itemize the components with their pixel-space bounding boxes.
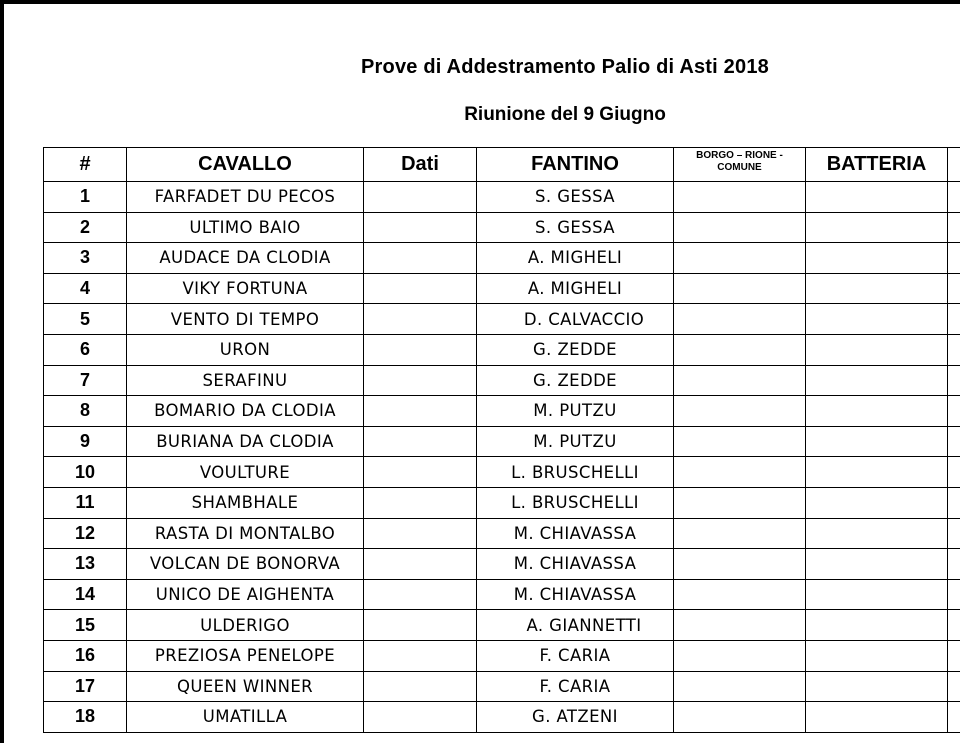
header-extra [948,148,960,182]
table-row [44,487,960,518]
borgo-cell [674,243,806,274]
borgo-cell [674,212,806,243]
horse-name: VOULTURE [127,457,364,488]
dati-cell [364,640,477,671]
header-fantino: FANTINO [477,148,674,182]
extra-cell [948,549,960,580]
jockey-name: L. BRUSCHELLI [477,457,674,488]
dati-cell [364,426,477,457]
header-borgo-rione-comune [674,148,806,182]
table-row [44,243,960,274]
table-row [44,396,960,427]
row-number: 15 [44,610,127,641]
batteria-cell [806,518,948,549]
dati-cell [364,182,477,213]
table-row [44,671,960,702]
borgo-cell [674,182,806,213]
horse-name: QUEEN WINNER [127,671,364,702]
header-borgo-line1: BORGO – RIONE - [696,150,783,161]
horse-name: FARFADET DU PECOS [127,182,364,213]
batteria-cell [806,426,948,457]
jockey-name: S. GESSA [477,212,674,243]
dati-cell [364,549,477,580]
borgo-cell [674,549,806,580]
jockey-name: D. CALVACCIO [477,304,674,335]
batteria-cell [806,243,948,274]
row-number: 11 [44,487,127,518]
dati-cell [364,243,477,274]
horse-name: ULDERIGO [127,610,364,641]
table-row [44,426,960,457]
extra-cell [948,457,960,488]
batteria-cell [806,273,948,304]
extra-cell [948,702,960,733]
extra-cell [948,579,960,610]
jockey-name: G. ATZENI [477,702,674,733]
borgo-cell [674,304,806,335]
dati-cell [364,579,477,610]
borgo-cell [674,426,806,457]
header-borgo-line2: COMUNE [717,162,762,173]
horse-name: VENTO DI TEMPO [127,304,364,335]
row-number: 2 [44,212,127,243]
row-number: 12 [44,518,127,549]
borgo-cell [674,365,806,396]
header-dati: Dati [364,148,477,182]
table-row [44,579,960,610]
horse-name: ULTIMO BAIO [127,212,364,243]
borgo-cell [674,273,806,304]
row-number: 9 [44,426,127,457]
extra-cell [948,182,960,213]
table-row [44,518,960,549]
row-number: 1 [44,182,127,213]
extra-cell [948,426,960,457]
batteria-cell [806,365,948,396]
jockey-name: G. ZEDDE [477,334,674,365]
jockey-name: G. ZEDDE [477,365,674,396]
dati-cell [364,212,477,243]
row-number: 17 [44,671,127,702]
header-batteria: BATTERIA [806,148,948,182]
extra-cell [948,304,960,335]
dati-cell [364,487,477,518]
batteria-cell [806,334,948,365]
batteria-cell [806,304,948,335]
extra-cell [948,487,960,518]
row-number: 5 [44,304,127,335]
jockey-name: M. PUTZU [477,396,674,427]
horse-name: SHAMBHALE [127,487,364,518]
document-border-left [0,0,4,743]
borgo-cell [674,457,806,488]
table-row [44,702,960,733]
row-number: 14 [44,579,127,610]
batteria-cell [806,396,948,427]
horse-name: VIKY FORTUNA [127,273,364,304]
dati-cell [364,365,477,396]
table-row [44,640,960,671]
row-number: 13 [44,549,127,580]
jockey-name: A. GIANNETTI [477,610,674,641]
table-row [44,273,960,304]
jockey-name: L. BRUSCHELLI [477,487,674,518]
header-row [44,148,960,182]
row-number: 8 [44,396,127,427]
horse-table [43,147,960,733]
extra-cell [948,610,960,641]
batteria-cell [806,671,948,702]
dati-cell [364,610,477,641]
horse-name: UNICO DE AIGHENTA [127,579,364,610]
batteria-cell [806,487,948,518]
horse-name: PREZIOSA PENELOPE [127,640,364,671]
row-number: 4 [44,273,127,304]
dati-cell [364,457,477,488]
horse-name: RASTA DI MONTALBO [127,518,364,549]
table-row [44,365,960,396]
table-row [44,182,960,213]
row-number: 3 [44,243,127,274]
borgo-cell [674,396,806,427]
dati-cell [364,396,477,427]
borgo-cell [674,518,806,549]
document-subtitle: Riunione del 9 Giugno [464,104,666,125]
batteria-cell [806,579,948,610]
batteria-cell [806,457,948,488]
table-row [44,610,960,641]
borgo-cell [674,702,806,733]
batteria-cell [806,182,948,213]
horse-name: URON [127,334,364,365]
jockey-name: F. CARIA [477,671,674,702]
extra-cell [948,396,960,427]
horse-name: UMATILLA [127,702,364,733]
dati-cell [364,273,477,304]
borgo-cell [674,334,806,365]
borgo-cell [674,579,806,610]
extra-cell [948,671,960,702]
borgo-cell [674,610,806,641]
batteria-cell [806,702,948,733]
document-border-top [0,0,960,4]
dati-cell [364,304,477,335]
extra-cell [948,518,960,549]
extra-cell [948,212,960,243]
table-row [44,334,960,365]
dati-cell [364,334,477,365]
jockey-name: F. CARIA [477,640,674,671]
row-number: 16 [44,640,127,671]
row-number: 10 [44,457,127,488]
row-number: 18 [44,702,127,733]
table-row [44,549,960,580]
horse-name: SERAFINU [127,365,364,396]
extra-cell [948,640,960,671]
table-row [44,304,960,335]
extra-cell [948,334,960,365]
table-row [44,457,960,488]
jockey-name: M. CHIAVASSA [477,549,674,580]
dati-cell [364,518,477,549]
jockey-name: M. CHIAVASSA [477,518,674,549]
header-num: # [44,148,127,182]
document-title: Prove di Addestramento Palio di Asti 2018 [361,56,769,78]
batteria-cell [806,212,948,243]
jockey-name: A. MIGHELI [477,273,674,304]
jockey-name: M. PUTZU [477,426,674,457]
dati-cell [364,702,477,733]
extra-cell [948,365,960,396]
horse-name: BOMARIO DA CLODIA [127,396,364,427]
table-row [44,212,960,243]
row-number: 7 [44,365,127,396]
borgo-cell [674,487,806,518]
extra-cell [948,243,960,274]
batteria-cell [806,610,948,641]
horse-name: BURIANA DA CLODIA [127,426,364,457]
batteria-cell [806,549,948,580]
dati-cell [364,671,477,702]
borgo-cell [674,671,806,702]
jockey-name: S. GESSA [477,182,674,213]
row-number: 6 [44,334,127,365]
batteria-cell [806,640,948,671]
extra-cell [948,273,960,304]
jockey-name: M. CHIAVASSA [477,579,674,610]
header-cavallo: CAVALLO [127,148,364,182]
borgo-cell [674,640,806,671]
horse-name: AUDACE DA CLODIA [127,243,364,274]
jockey-name: A. MIGHELI [477,243,674,274]
horse-name: VOLCAN DE BONORVA [127,549,364,580]
